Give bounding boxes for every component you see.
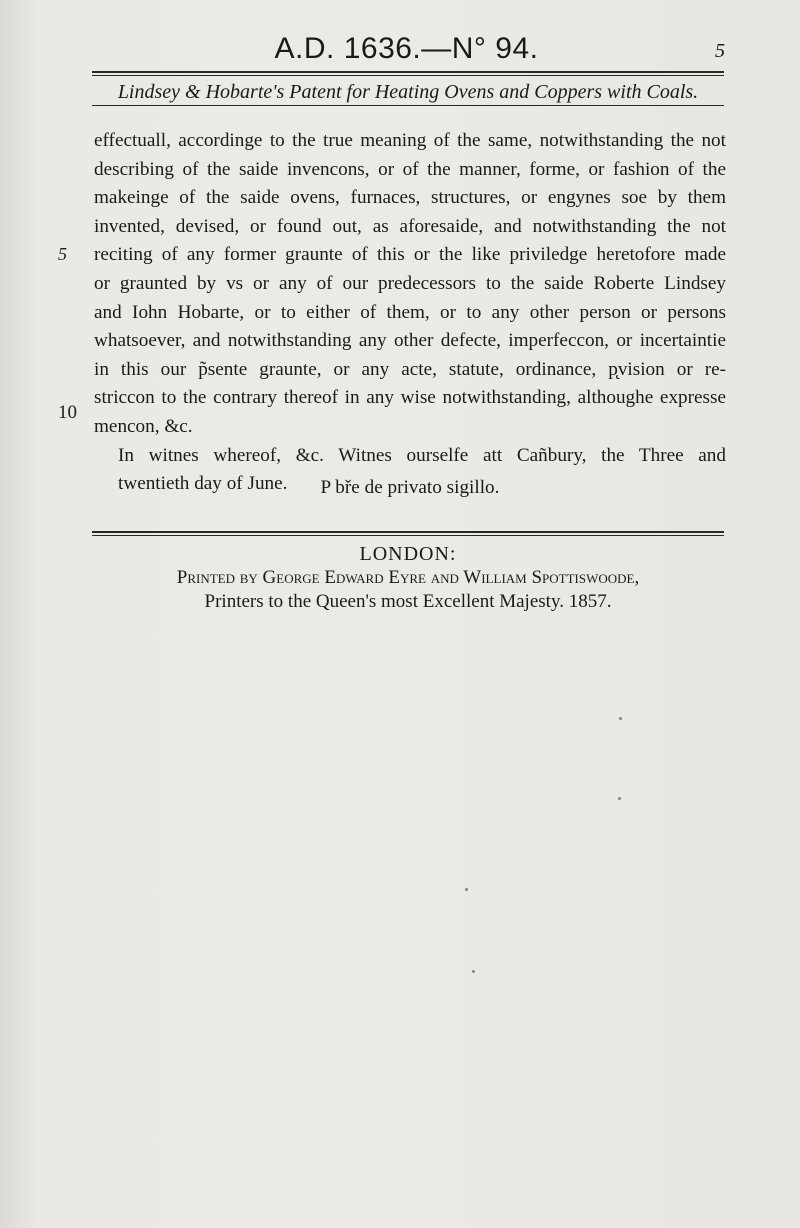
text-line: in this our p̃sente graunte, or any acte, statute, ordinance, p̨vision or re- <box>94 358 726 380</box>
imprint-printed-by: Printed by George Edward Eyre and William Spottiswoode, <box>176 567 640 588</box>
subtitle-rule <box>92 105 724 106</box>
text-line-witness: In witnes whereof, &c. Witnes ourselfe att Cañbury, the Three and <box>118 444 726 466</box>
paper-speck <box>619 717 622 720</box>
imprint-printers-to: Printers to the Queen's most Excellent Majesty. 1857. <box>204 591 612 612</box>
text-line: reciting of any former graunte of this or the like priviledge heretofore made <box>94 244 726 266</box>
page-number: 5 <box>715 40 725 62</box>
text-line: describing of the saide invencons, or of the manner, forme, or fashion of the <box>94 158 726 180</box>
page-header <box>88 30 725 68</box>
paper-speck <box>472 970 475 973</box>
privy-seal-note: P bře de privato sigillo. <box>320 477 500 498</box>
imprint-rule <box>92 531 724 536</box>
text-line-witness: twentieth day of June. <box>118 473 288 495</box>
printer-imprint <box>92 542 724 614</box>
text-line: makeinge of the saide ovens, furnaces, structures, or engynes soe by them <box>94 187 726 209</box>
paper-speck <box>618 797 621 800</box>
text-line: and Iohn Hobarte, or to either of them, or to any other person or persons <box>94 301 726 323</box>
patent-subtitle: Lindsey & Hobarte's Patent for Heating Ovens and Coppers with Coals. <box>117 81 699 103</box>
text-line: or graunted by vs or any of our predecessors to the saide Roberte Lindsey <box>94 272 726 294</box>
running-head: A.D. 1636.—N° 94. <box>274 32 539 65</box>
line-number-5: 5 <box>58 244 67 264</box>
text-line: striccon to the contrary thereof in any wise notwithstanding, althoughe expresse <box>94 387 726 409</box>
header-rule <box>92 71 724 76</box>
text-line: mencon, &c. <box>94 415 193 437</box>
patent-body-text <box>94 127 726 499</box>
text-line: invented, devised, or found out, as aforesaide, and notwithstanding the not <box>94 215 726 237</box>
paper-speck <box>465 888 468 891</box>
line-number-10: 10 <box>58 402 77 423</box>
text-line: whatsoever, and notwithstanding any other defecte, imperfeccon, or incertaintie <box>94 330 726 352</box>
imprint-city: LONDON: <box>359 543 457 565</box>
text-line: effectuall, accordinge to the true meaning of the same, notwithstanding the not <box>94 130 726 151</box>
